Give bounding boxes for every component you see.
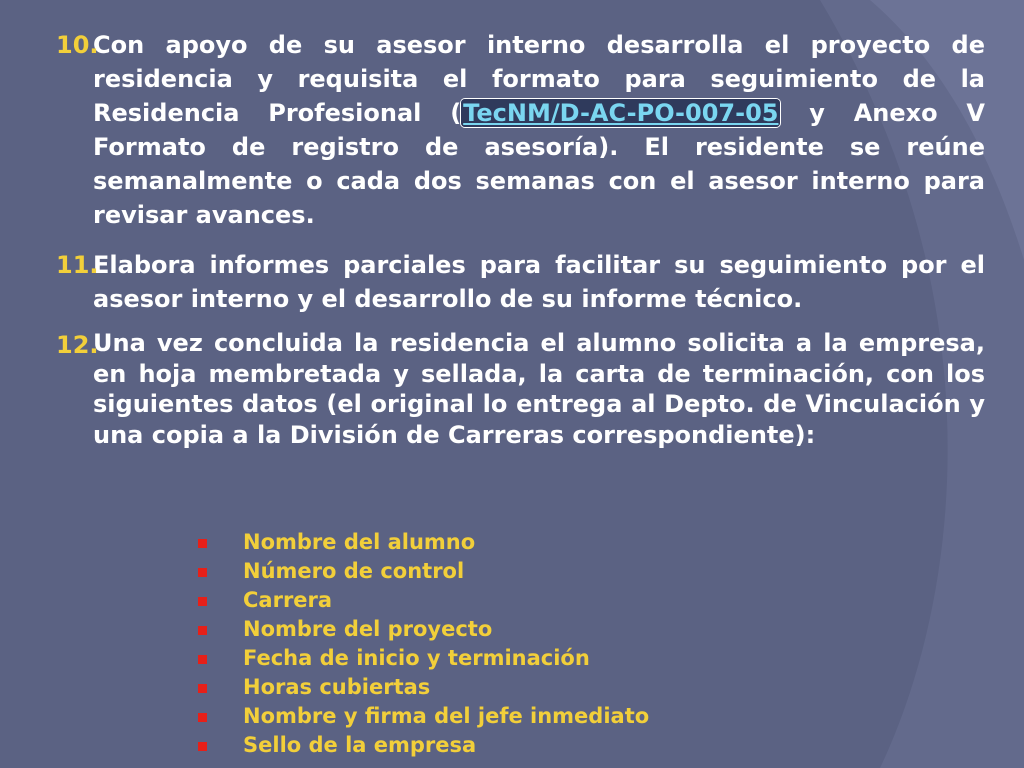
square-bullet-icon <box>198 684 207 693</box>
list-item: Horas cubiertas <box>198 673 649 702</box>
list-item: Fecha de inicio y terminación <box>198 644 649 673</box>
required-data-list <box>198 528 649 760</box>
square-bullet-icon <box>198 626 207 635</box>
square-bullet-icon <box>198 713 207 722</box>
list-item: Sello de la empresa <box>198 731 649 760</box>
item-text: Una vez concluida la residencia el alumno solicita a la empresa, en hoja membretada y sellada, la carta de terminación, con los siguientes datos (el original lo entrega al Depto. de Vinculación y una copia a la División de Carreras correspondiente): <box>93 329 985 449</box>
list-item-10 <box>56 28 985 232</box>
square-bullet-icon <box>198 597 207 606</box>
item-text <box>56 28 985 232</box>
list-item: Nombre y firma del jefe inmediato <box>198 702 649 731</box>
item-number: 11. <box>56 251 99 279</box>
list-item-11 <box>56 248 985 316</box>
list-item-12 <box>56 328 985 450</box>
list-item: Nombre del proyecto <box>198 615 649 644</box>
item-number: 12. <box>56 331 99 359</box>
item-number: 10. <box>56 31 99 59</box>
list-item: Número de control <box>198 557 649 586</box>
list-item: Carrera <box>198 586 649 615</box>
format-link[interactable]: TecNM/D-AC-PO-007-05 <box>463 99 779 127</box>
list-item: Nombre del alumno <box>198 528 649 557</box>
item-text: Elabora informes parciales para facilitar su seguimiento por el asesor interno y el desarrollo de su informe técnico. <box>93 251 985 313</box>
square-bullet-icon <box>198 539 207 548</box>
square-bullet-icon <box>198 742 207 751</box>
square-bullet-icon <box>198 655 207 664</box>
item-text-after: y Anexo V Formato de registro de asesoría). El residente se reúne semanalmente o cada dos semanas con el asesor interno para revisar avances. <box>93 99 985 229</box>
item-text-before: Con apoyo de su asesor interno desarrolla el proyecto de residencia y requisita el formato para seguimiento de la Residencia Profesional ( <box>93 31 985 127</box>
square-bullet-icon <box>198 568 207 577</box>
slide-content <box>56 28 985 450</box>
